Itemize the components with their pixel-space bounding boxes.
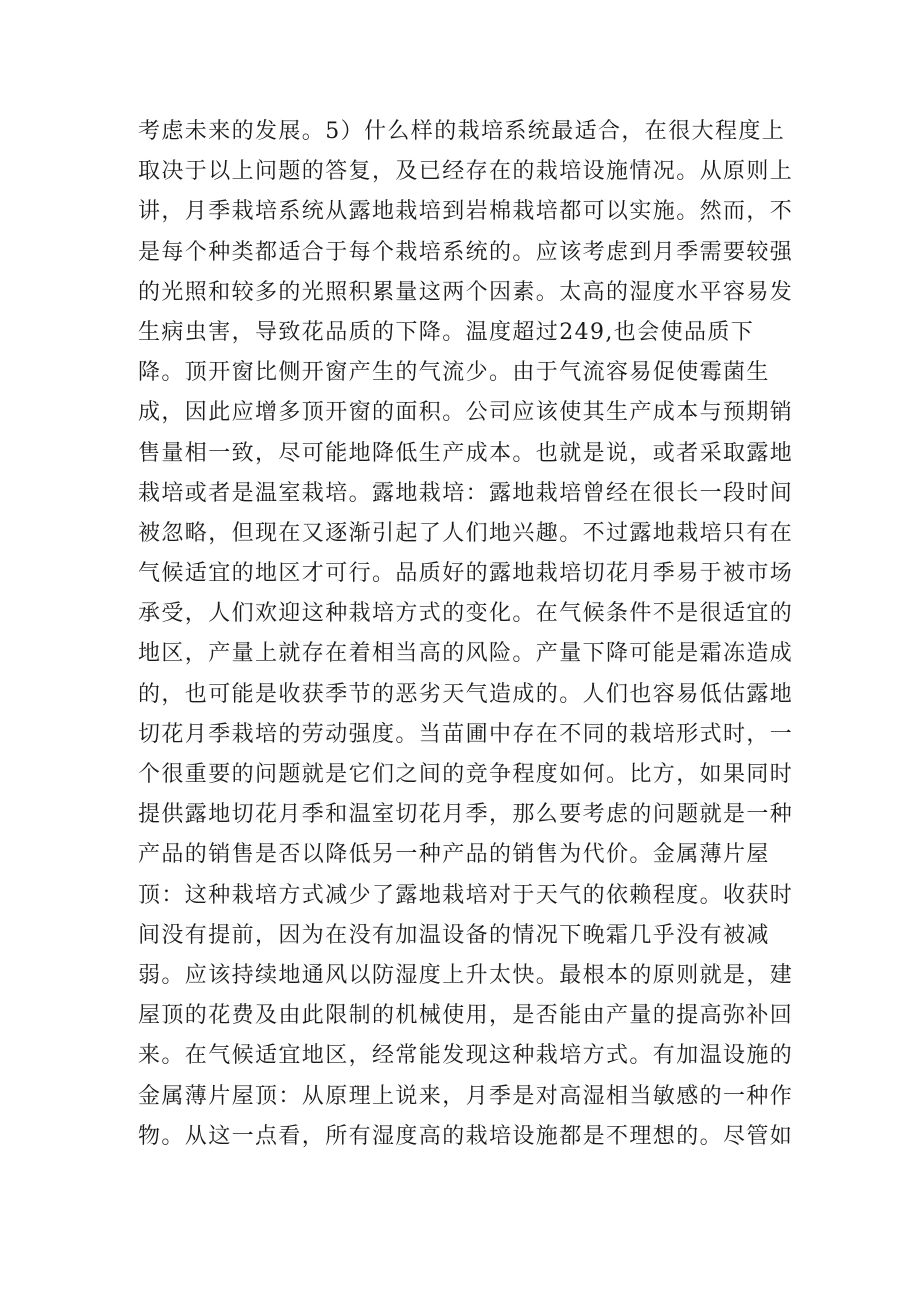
text-line: 金属薄片屋顶：从原理上说来，月季是对高湿相当敏感的一种作 — [138, 1083, 794, 1109]
text-line: 降。顶开窗比侧开窗产生的气流少。由于气流容易促使霉菌生 — [138, 360, 770, 386]
text-line: 是每个种类都适合于每个栽培系统的。应该考虑到月季需要较强 — [138, 239, 794, 265]
text-line: 的光照和较多的光照积累量这两个因素。太高的湿度水平容易发 — [138, 279, 794, 305]
body-text — [138, 112, 798, 1157]
text-line: 取决于以上问题的答复，及已经存在的栽培设施情况。从原则上 — [138, 159, 794, 185]
text-line: 物。从这一点看，所有湿度高的栽培设施都是不理想的。尽管如 — [138, 1123, 794, 1149]
text-line: 间没有提前，因为在没有加温设备的情况下晚霜几乎没有被减 — [138, 922, 770, 948]
text-line: 切花月季栽培的劳动强度。当苗圃中存在不同的栽培形式时，一 — [138, 721, 794, 747]
text-line: 来。在气候适宜地区，经常能发现这种栽培方式。有加温设施的 — [138, 1043, 794, 1069]
text-line: 产品的销售是否以降低另一种产品的销售为代价。金属薄片屋 — [138, 842, 770, 868]
text-line: 的，也可能是收获季节的恶劣天气造成的。人们也容易低估露地 — [138, 681, 794, 707]
text-line: 栽培或者是温室栽培。露地栽培：露地栽培曾经在很长一段时间 — [138, 480, 794, 506]
text-line: 提供露地切花月季和温室切花月季，那么要考虑的问题就是一种 — [138, 802, 794, 828]
text-line: 生病虫害，导致花品质的下降。温度超过249,也会使品质下 — [138, 319, 755, 345]
text-line: 地区，产量上就存在着相当高的风险。产量下降可能是霜冻造成 — [138, 641, 794, 667]
text-line: 屋顶的花费及由此限制的机械使用，是否能由产量的提高弥补回 — [138, 1003, 794, 1029]
text-line: 讲，月季栽培系统从露地栽培到岩棉栽培都可以实施。然而，不 — [138, 199, 794, 225]
text-line: 弱。应该持续地通风以防湿度上升太快。最根本的原则就是，建 — [138, 962, 794, 988]
text-line: 个很重要的问题就是它们之间的竞争程度如何。比方，如果同时 — [138, 762, 794, 787]
text-line: 被忽略，但现在又逐渐引起了人们地兴趣。不过露地栽培只有在 — [138, 520, 794, 546]
text-line: 顶：这种栽培方式减少了露地栽培对于天气的依赖程度。收获时 — [138, 882, 794, 908]
text-line: 承受，人们欢迎这种栽培方式的变化。在气候条件不是很适宜的 — [138, 601, 794, 627]
text-line: 气候适宜的地区才可行。品质好的露地栽培切花月季易于被市场 — [138, 561, 794, 587]
text-line: 售量相一致，尽可能地降低生产成本。也就是说，或者采取露地 — [138, 440, 794, 466]
text-line: 成，因此应增多顶开窗的面积。公司应该使其生产成本与预期销 — [138, 400, 794, 426]
text-line: 考虑未来的发展。5）什么样的栽培系统最适合，在很大程度上 — [138, 119, 786, 144]
